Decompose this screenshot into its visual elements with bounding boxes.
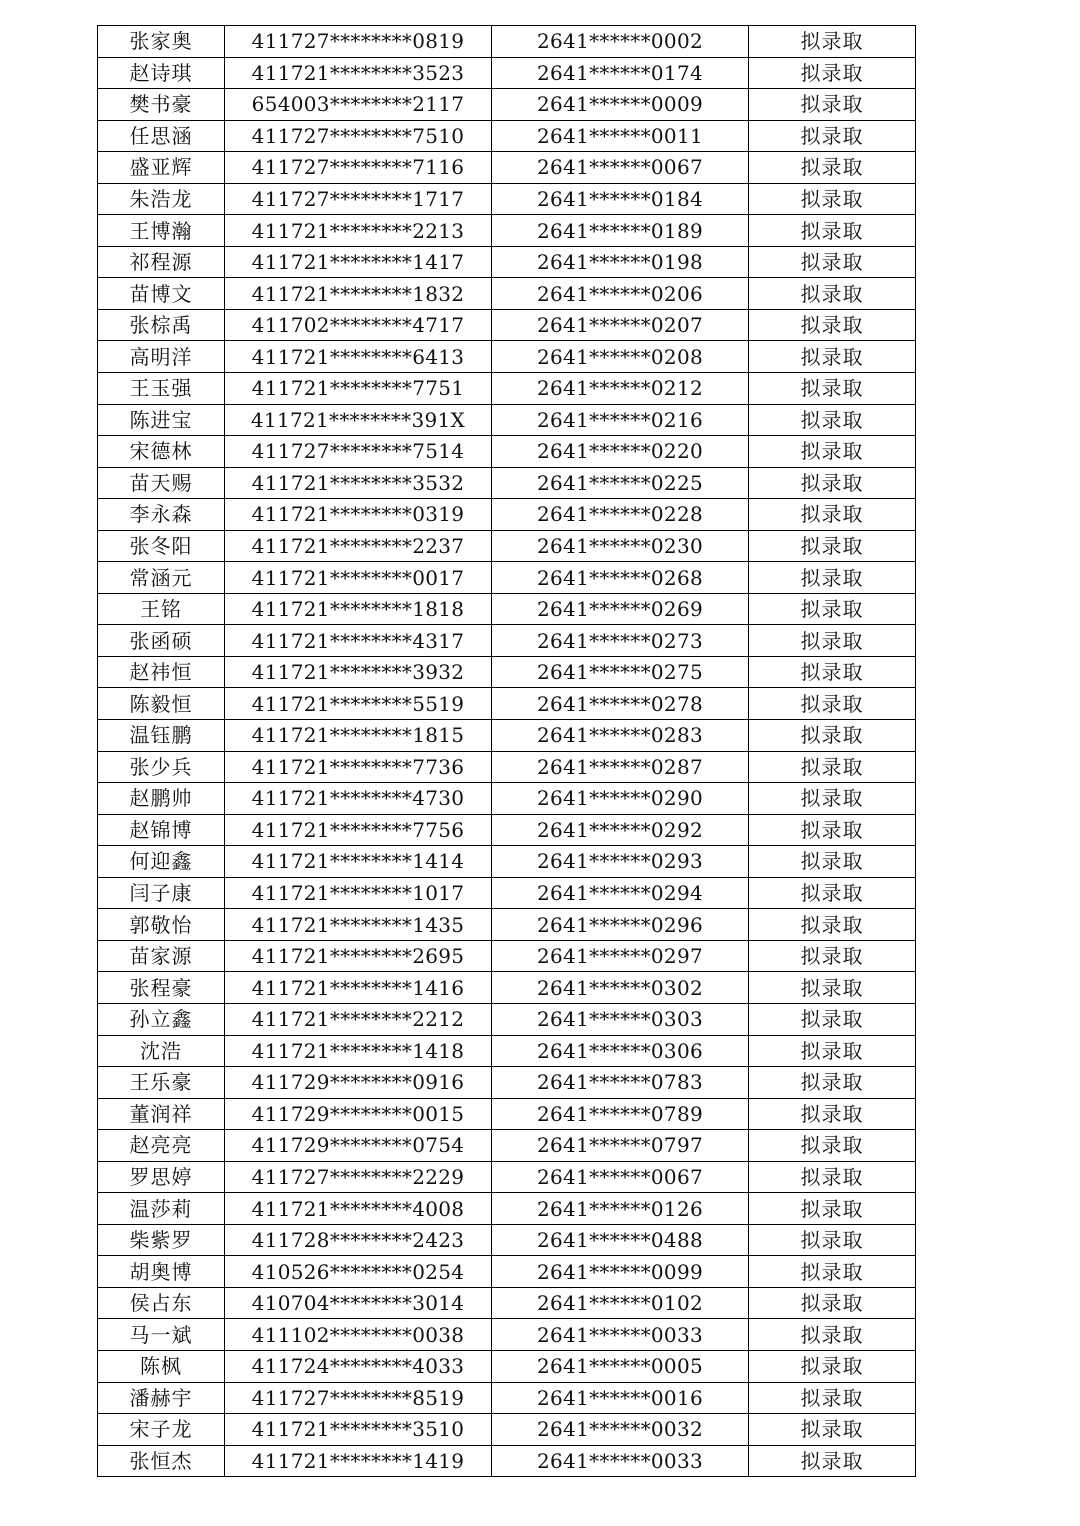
- id-number-cell: 411721********4730: [225, 783, 492, 815]
- status-cell: 拟录取: [749, 1319, 916, 1351]
- name-cell: 马一斌: [98, 1319, 225, 1351]
- table-row: [98, 1287, 916, 1319]
- table-row: [98, 720, 916, 752]
- id-number-cell: 411721********2237: [225, 530, 492, 562]
- exam-number-cell: 2641******0184: [492, 183, 749, 215]
- exam-number-cell: 2641******0292: [492, 814, 749, 846]
- name-cell: 孙立鑫: [98, 1003, 225, 1035]
- status-cell: 拟录取: [749, 1193, 916, 1225]
- exam-number-cell: 2641******0230: [492, 530, 749, 562]
- name-cell: 陈毅恒: [98, 688, 225, 720]
- id-number-cell: 411721********3532: [225, 467, 492, 499]
- table-row: [98, 688, 916, 720]
- name-cell: 苗天赐: [98, 467, 225, 499]
- exam-number-cell: 2641******0067: [492, 152, 749, 184]
- id-number-cell: 411721********1017: [225, 877, 492, 909]
- id-number-cell: 411729********0015: [225, 1098, 492, 1130]
- exam-number-cell: 2641******0296: [492, 909, 749, 941]
- table-row: [98, 499, 916, 531]
- table-row: [98, 1256, 916, 1288]
- status-cell: 拟录取: [749, 1256, 916, 1288]
- name-cell: 苗博文: [98, 278, 225, 310]
- table-row: [98, 1445, 916, 1477]
- id-number-cell: 411102********0038: [225, 1319, 492, 1351]
- id-number-cell: 654003********2117: [225, 89, 492, 121]
- status-cell: 拟录取: [749, 562, 916, 594]
- table-row: [98, 530, 916, 562]
- name-cell: 何迎鑫: [98, 846, 225, 878]
- name-cell: 任思涵: [98, 120, 225, 152]
- status-cell: 拟录取: [749, 404, 916, 436]
- exam-number-cell: 2641******0273: [492, 625, 749, 657]
- status-cell: 拟录取: [749, 1382, 916, 1414]
- exam-number-cell: 2641******0228: [492, 499, 749, 531]
- table-row: [98, 1130, 916, 1162]
- status-cell: 拟录取: [749, 341, 916, 373]
- name-cell: 郭敬怡: [98, 909, 225, 941]
- table-row: [98, 404, 916, 436]
- name-cell: 宋德林: [98, 436, 225, 468]
- id-number-cell: 411727********7514: [225, 436, 492, 468]
- exam-number-cell: 2641******0005: [492, 1350, 749, 1382]
- id-number-cell: 411724********4033: [225, 1350, 492, 1382]
- id-number-cell: 411721********391X: [225, 404, 492, 436]
- table-body: [98, 26, 916, 1477]
- exam-number-cell: 2641******0009: [492, 89, 749, 121]
- name-cell: 赵亮亮: [98, 1130, 225, 1162]
- id-number-cell: 411721********2695: [225, 940, 492, 972]
- name-cell: 张家奥: [98, 26, 225, 58]
- table-row: [98, 1224, 916, 1256]
- status-cell: 拟录取: [749, 751, 916, 783]
- table-row: [98, 89, 916, 121]
- name-cell: 张少兵: [98, 751, 225, 783]
- exam-number-cell: 2641******0099: [492, 1256, 749, 1288]
- name-cell: 侯占东: [98, 1287, 225, 1319]
- status-cell: 拟录取: [749, 1287, 916, 1319]
- id-number-cell: 411721********7736: [225, 751, 492, 783]
- id-number-cell: 411721********4008: [225, 1193, 492, 1225]
- name-cell: 温钰鹏: [98, 720, 225, 752]
- id-number-cell: 411702********4717: [225, 309, 492, 341]
- table-row: [98, 1319, 916, 1351]
- name-cell: 苗家源: [98, 940, 225, 972]
- name-cell: 罗思婷: [98, 1161, 225, 1193]
- status-cell: 拟录取: [749, 57, 916, 89]
- status-cell: 拟录取: [749, 436, 916, 468]
- status-cell: 拟录取: [749, 89, 916, 121]
- table-row: [98, 57, 916, 89]
- exam-number-cell: 2641******0067: [492, 1161, 749, 1193]
- id-number-cell: 411721********0017: [225, 562, 492, 594]
- exam-number-cell: 2641******0033: [492, 1445, 749, 1477]
- table-row: [98, 436, 916, 468]
- table-row: [98, 120, 916, 152]
- exam-number-cell: 2641******0294: [492, 877, 749, 909]
- table-row: [98, 278, 916, 310]
- name-cell: 沈浩: [98, 1035, 225, 1067]
- status-cell: 拟录取: [749, 530, 916, 562]
- name-cell: 朱浩龙: [98, 183, 225, 215]
- name-cell: 张程豪: [98, 972, 225, 1004]
- id-number-cell: 411727********2229: [225, 1161, 492, 1193]
- status-cell: 拟录取: [749, 720, 916, 752]
- status-cell: 拟录取: [749, 1067, 916, 1099]
- exam-number-cell: 2641******0293: [492, 846, 749, 878]
- status-cell: 拟录取: [749, 783, 916, 815]
- name-cell: 王铭: [98, 593, 225, 625]
- exam-number-cell: 2641******0032: [492, 1414, 749, 1446]
- table-row: [98, 625, 916, 657]
- table-row: [98, 593, 916, 625]
- status-cell: 拟录取: [749, 688, 916, 720]
- name-cell: 董润祥: [98, 1098, 225, 1130]
- status-cell: 拟录取: [749, 593, 916, 625]
- exam-number-cell: 2641******0212: [492, 373, 749, 405]
- table-row: [98, 1414, 916, 1446]
- id-number-cell: 411721********0319: [225, 499, 492, 531]
- name-cell: 赵祎恒: [98, 656, 225, 688]
- status-cell: 拟录取: [749, 246, 916, 278]
- id-number-cell: 411727********8519: [225, 1382, 492, 1414]
- table-row: [98, 152, 916, 184]
- id-number-cell: 411721********3932: [225, 656, 492, 688]
- exam-number-cell: 2641******0287: [492, 751, 749, 783]
- id-number-cell: 411721********5519: [225, 688, 492, 720]
- id-number-cell: 411721********7756: [225, 814, 492, 846]
- id-number-cell: 411721********4317: [225, 625, 492, 657]
- name-cell: 常涵元: [98, 562, 225, 594]
- status-cell: 拟录取: [749, 309, 916, 341]
- name-cell: 高明洋: [98, 341, 225, 373]
- exam-number-cell: 2641******0797: [492, 1130, 749, 1162]
- name-cell: 王乐豪: [98, 1067, 225, 1099]
- exam-number-cell: 2641******0302: [492, 972, 749, 1004]
- id-number-cell: 411727********0819: [225, 26, 492, 58]
- name-cell: 宋子龙: [98, 1414, 225, 1446]
- name-cell: 陈枫: [98, 1350, 225, 1382]
- status-cell: 拟录取: [749, 1414, 916, 1446]
- status-cell: 拟录取: [749, 467, 916, 499]
- id-number-cell: 411721********6413: [225, 341, 492, 373]
- table-row: [98, 972, 916, 1004]
- name-cell: 赵锦博: [98, 814, 225, 846]
- exam-number-cell: 2641******0303: [492, 1003, 749, 1035]
- exam-number-cell: 2641******0783: [492, 1067, 749, 1099]
- table-row: [98, 940, 916, 972]
- exam-number-cell: 2641******0216: [492, 404, 749, 436]
- table-row: [98, 1350, 916, 1382]
- status-cell: 拟录取: [749, 373, 916, 405]
- status-cell: 拟录取: [749, 656, 916, 688]
- status-cell: 拟录取: [749, 909, 916, 941]
- table-row: [98, 814, 916, 846]
- admission-list-table: [97, 25, 916, 1477]
- status-cell: 拟录取: [749, 1098, 916, 1130]
- status-cell: 拟录取: [749, 940, 916, 972]
- name-cell: 温莎莉: [98, 1193, 225, 1225]
- id-number-cell: 411721********1414: [225, 846, 492, 878]
- table-row: [98, 846, 916, 878]
- exam-number-cell: 2641******0208: [492, 341, 749, 373]
- exam-number-cell: 2641******0290: [492, 783, 749, 815]
- id-number-cell: 411721********1419: [225, 1445, 492, 1477]
- name-cell: 祁程源: [98, 246, 225, 278]
- name-cell: 赵诗琪: [98, 57, 225, 89]
- table-row: [98, 877, 916, 909]
- status-cell: 拟录取: [749, 120, 916, 152]
- status-cell: 拟录取: [749, 183, 916, 215]
- table-row: [98, 246, 916, 278]
- id-number-cell: 411728********2423: [225, 1224, 492, 1256]
- id-number-cell: 411721********3510: [225, 1414, 492, 1446]
- status-cell: 拟录取: [749, 278, 916, 310]
- exam-number-cell: 2641******0033: [492, 1319, 749, 1351]
- table-row: [98, 215, 916, 247]
- table-row: [98, 309, 916, 341]
- name-cell: 潘赫宇: [98, 1382, 225, 1414]
- exam-number-cell: 2641******0297: [492, 940, 749, 972]
- table-row: [98, 26, 916, 58]
- exam-number-cell: 2641******0206: [492, 278, 749, 310]
- id-number-cell: 411721********1435: [225, 909, 492, 941]
- exam-number-cell: 2641******0207: [492, 309, 749, 341]
- status-cell: 拟录取: [749, 1161, 916, 1193]
- name-cell: 赵鹏帅: [98, 783, 225, 815]
- table-row: [98, 562, 916, 594]
- status-cell: 拟录取: [749, 1224, 916, 1256]
- id-number-cell: 410526********0254: [225, 1256, 492, 1288]
- exam-number-cell: 2641******0269: [492, 593, 749, 625]
- table-row: [98, 183, 916, 215]
- exam-number-cell: 2641******0306: [492, 1035, 749, 1067]
- name-cell: 张恒杰: [98, 1445, 225, 1477]
- status-cell: 拟录取: [749, 972, 916, 1004]
- table-row: [98, 1193, 916, 1225]
- exam-number-cell: 2641******0268: [492, 562, 749, 594]
- status-cell: 拟录取: [749, 625, 916, 657]
- id-number-cell: 411721********1418: [225, 1035, 492, 1067]
- id-number-cell: 411721********2212: [225, 1003, 492, 1035]
- exam-number-cell: 2641******0011: [492, 120, 749, 152]
- table-row: [98, 1003, 916, 1035]
- exam-number-cell: 2641******0174: [492, 57, 749, 89]
- exam-number-cell: 2641******0488: [492, 1224, 749, 1256]
- exam-number-cell: 2641******0278: [492, 688, 749, 720]
- table-row: [98, 467, 916, 499]
- table-row: [98, 909, 916, 941]
- status-cell: 拟录取: [749, 1003, 916, 1035]
- table-row: [98, 1098, 916, 1130]
- status-cell: 拟录取: [749, 1035, 916, 1067]
- exam-number-cell: 2641******0126: [492, 1193, 749, 1225]
- name-cell: 柴紫罗: [98, 1224, 225, 1256]
- id-number-cell: 411721********1416: [225, 972, 492, 1004]
- status-cell: 拟录取: [749, 499, 916, 531]
- status-cell: 拟录取: [749, 1130, 916, 1162]
- exam-number-cell: 2641******0275: [492, 656, 749, 688]
- id-number-cell: 411721********1815: [225, 720, 492, 752]
- exam-number-cell: 2641******0225: [492, 467, 749, 499]
- id-number-cell: 411721********1818: [225, 593, 492, 625]
- name-cell: 陈进宝: [98, 404, 225, 436]
- name-cell: 李永森: [98, 499, 225, 531]
- name-cell: 胡奥博: [98, 1256, 225, 1288]
- status-cell: 拟录取: [749, 814, 916, 846]
- name-cell: 闫子康: [98, 877, 225, 909]
- table-row: [98, 1382, 916, 1414]
- table-row: [98, 783, 916, 815]
- name-cell: 盛亚辉: [98, 152, 225, 184]
- id-number-cell: 411721********3523: [225, 57, 492, 89]
- exam-number-cell: 2641******0016: [492, 1382, 749, 1414]
- table-row: [98, 1067, 916, 1099]
- id-number-cell: 411721********2213: [225, 215, 492, 247]
- id-number-cell: 411721********1417: [225, 246, 492, 278]
- status-cell: 拟录取: [749, 846, 916, 878]
- exam-number-cell: 2641******0220: [492, 436, 749, 468]
- status-cell: 拟录取: [749, 1350, 916, 1382]
- id-number-cell: 411729********0916: [225, 1067, 492, 1099]
- exam-number-cell: 2641******0789: [492, 1098, 749, 1130]
- status-cell: 拟录取: [749, 152, 916, 184]
- id-number-cell: 411721********7751: [225, 373, 492, 405]
- status-cell: 拟录取: [749, 1445, 916, 1477]
- name-cell: 张棕禹: [98, 309, 225, 341]
- exam-number-cell: 2641******0198: [492, 246, 749, 278]
- table-row: [98, 751, 916, 783]
- status-cell: 拟录取: [749, 215, 916, 247]
- exam-number-cell: 2641******0189: [492, 215, 749, 247]
- id-number-cell: 411729********0754: [225, 1130, 492, 1162]
- status-cell: 拟录取: [749, 877, 916, 909]
- name-cell: 张函硕: [98, 625, 225, 657]
- exam-number-cell: 2641******0283: [492, 720, 749, 752]
- name-cell: 张冬阳: [98, 530, 225, 562]
- table-row: [98, 341, 916, 373]
- id-number-cell: 411727********7116: [225, 152, 492, 184]
- id-number-cell: 411727********7510: [225, 120, 492, 152]
- id-number-cell: 411721********1832: [225, 278, 492, 310]
- name-cell: 王玉强: [98, 373, 225, 405]
- id-number-cell: 410704********3014: [225, 1287, 492, 1319]
- table-row: [98, 656, 916, 688]
- exam-number-cell: 2641******0102: [492, 1287, 749, 1319]
- id-number-cell: 411727********1717: [225, 183, 492, 215]
- table-row: [98, 1035, 916, 1067]
- exam-number-cell: 2641******0002: [492, 26, 749, 58]
- name-cell: 樊书豪: [98, 89, 225, 121]
- status-cell: 拟录取: [749, 26, 916, 58]
- table-row: [98, 1161, 916, 1193]
- table-row: [98, 373, 916, 405]
- name-cell: 王博瀚: [98, 215, 225, 247]
